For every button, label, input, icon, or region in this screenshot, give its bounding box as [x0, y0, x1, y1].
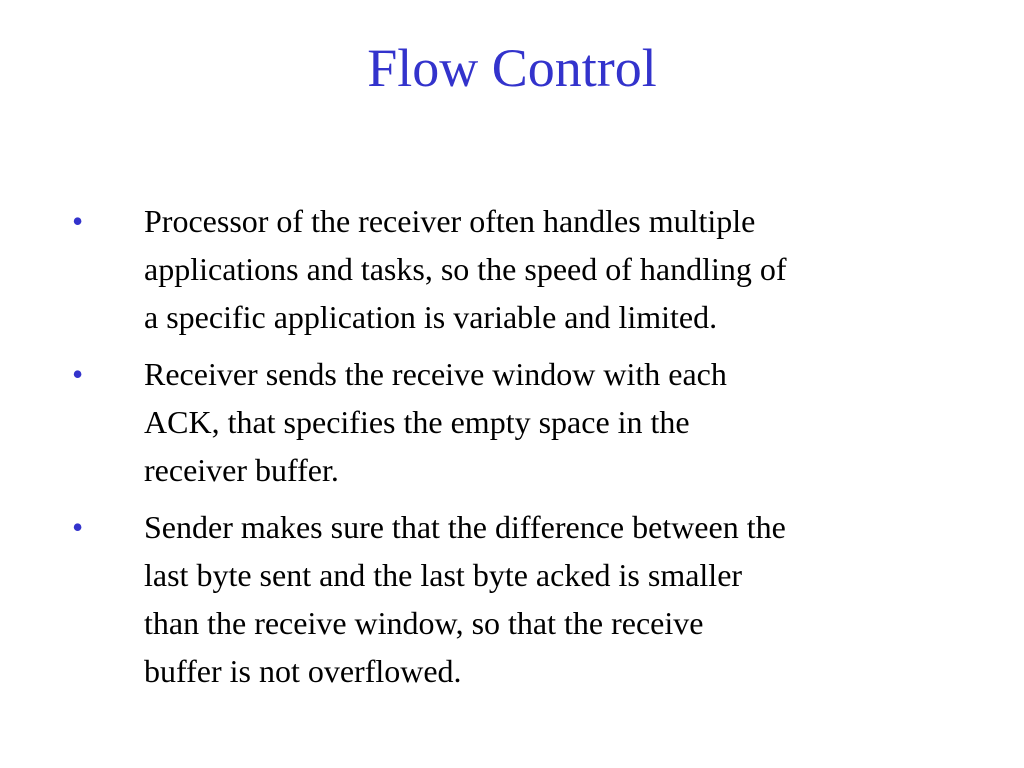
bullet-line: receiver buffer.: [144, 452, 339, 488]
bullet-line: last byte sent and the last byte acked is smaller: [144, 557, 743, 593]
bullet-line: Receiver sends the receive window with each: [144, 356, 727, 392]
bullet-text: [144, 350, 964, 494]
bullet-text: [144, 197, 964, 341]
bullet-icon: •: [72, 509, 84, 545]
bullet-icon: •: [72, 203, 84, 239]
bullet-icon: •: [72, 356, 84, 392]
bullet-line: than the receive window, so that the receive: [144, 605, 704, 641]
bullet-list: [0, 197, 1024, 704]
bullet-line: applications and tasks, so the speed of handling of: [144, 251, 787, 287]
bullet-line: Processor of the receiver often handles multiple: [144, 203, 756, 239]
bullet-text: [144, 503, 964, 695]
bullet-line: Sender makes sure that the difference between the: [144, 509, 786, 545]
bullet-line: buffer is not overflowed.: [144, 653, 462, 689]
bullet-item: [0, 197, 1024, 341]
slide-title: Flow Control: [367, 38, 657, 98]
bullet-line: a specific application is variable and limited.: [144, 299, 718, 335]
bullet-item: [0, 503, 1024, 695]
bullet-line: ACK, that specifies the empty space in the: [144, 404, 690, 440]
bullet-item: [0, 350, 1024, 494]
